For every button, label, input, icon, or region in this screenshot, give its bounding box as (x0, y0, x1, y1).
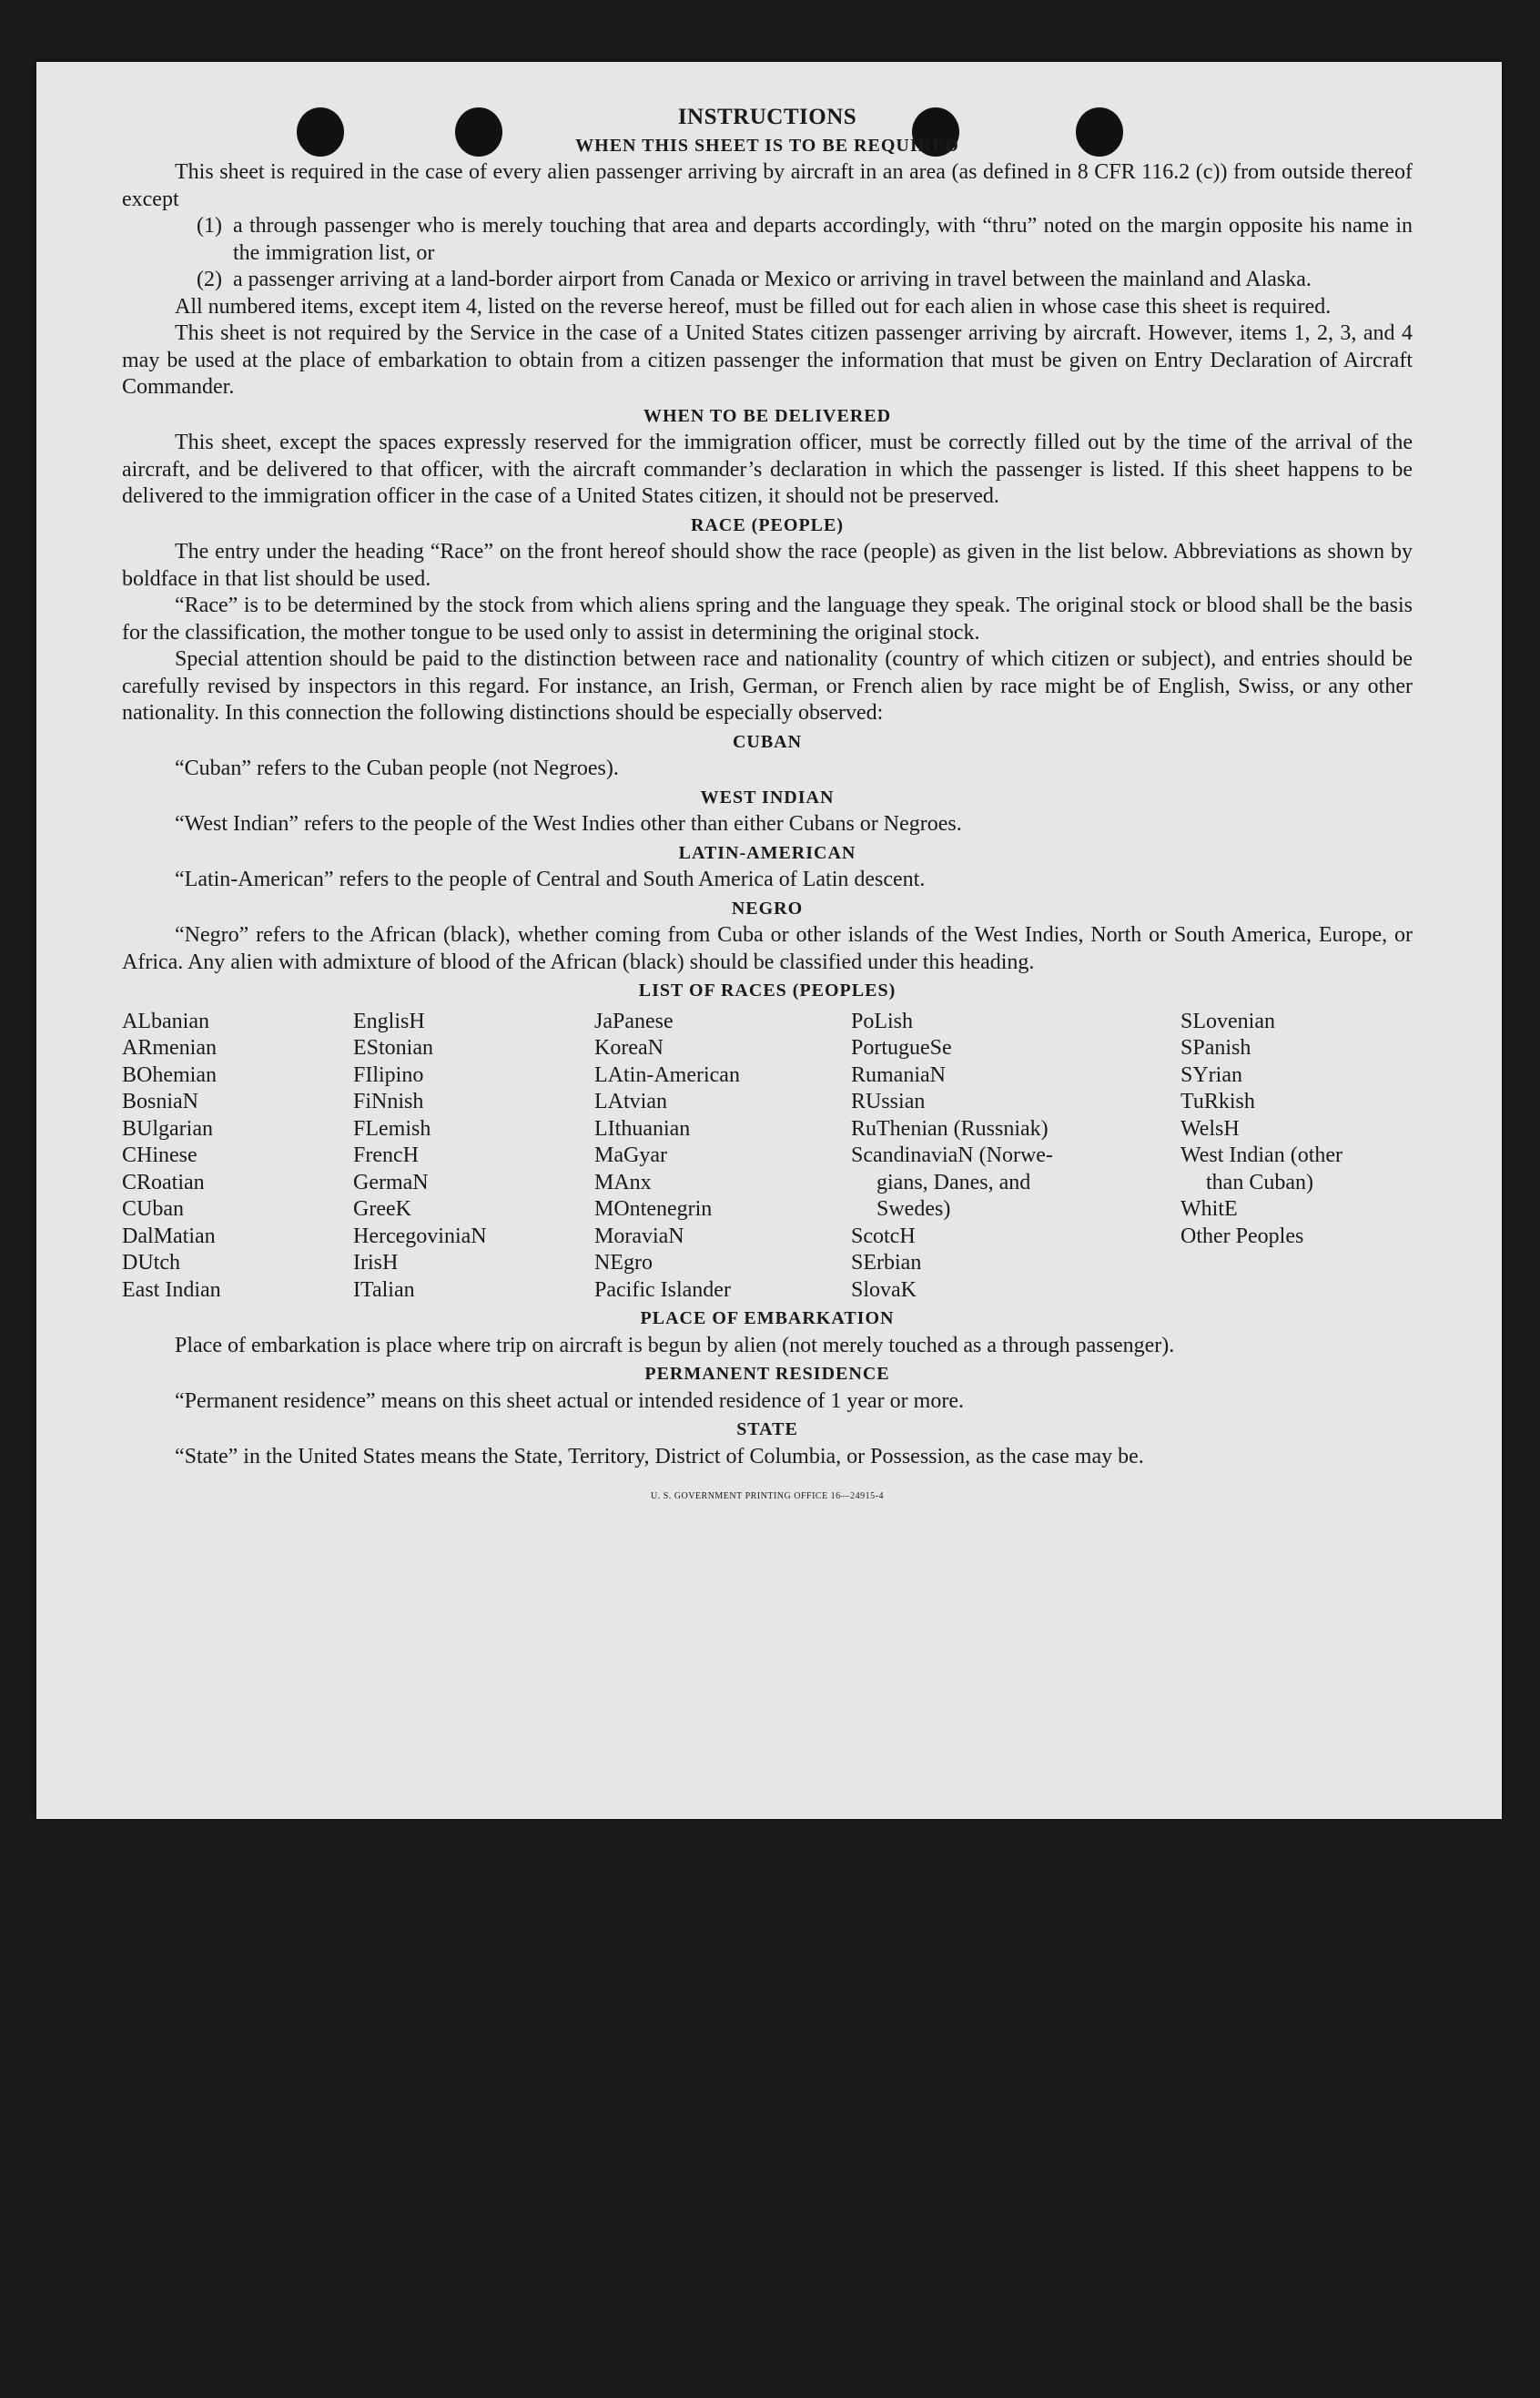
race-entry: FLemish (353, 1116, 431, 1141)
paragraph-embarkation: Place of embarkation is place where trip on aircraft is begun by alien (not merely touched as a through passenger). (175, 1333, 1175, 1357)
race-entry: ARmenian (122, 1036, 217, 1060)
heading-place-of-embarkation: PLACE OF EMBARKATION (640, 1308, 895, 1328)
race-entry: EnglisH (353, 1009, 425, 1033)
race-entry: LAtvian (594, 1090, 667, 1113)
sheet-content (122, 104, 1413, 1510)
race-entry: ALbanian (122, 1009, 209, 1033)
paragraph-numbered-items: All numbered items, except item 4, listed on the reverse hereof, must be filled out for each alien in whose case this sheet is required. (175, 294, 1332, 319)
race-entry: Swedes) (876, 1197, 951, 1221)
race-entry: RuThenian (Russniak) (851, 1116, 1049, 1141)
item-number: (1) (197, 214, 222, 238)
race-entry: CHinese (122, 1143, 198, 1167)
race-column-2 (353, 1009, 594, 1305)
race-entry: WhitE (1180, 1197, 1238, 1221)
heading-permanent-residence: PERMANENT RESIDENCE (644, 1364, 890, 1384)
heading-cuban: CUBAN (732, 731, 803, 752)
race-entry: BOhemian (122, 1062, 217, 1087)
race-column-4 (851, 1009, 1180, 1305)
race-entry: EStonian (353, 1036, 433, 1060)
item-number: (2) (197, 268, 222, 291)
race-entry: HercegoviniaN (353, 1224, 487, 1248)
race-entry: gians, Danes, and (876, 1170, 1031, 1194)
race-column-5 (1180, 1009, 1413, 1305)
paragraph-race-2: “Race” is to be determined by the stock from which aliens spring and the language they speak. The original stock or blood shall be the basis for the classification, the mother tongue to be used only to assist in determining the original stock. (122, 594, 1413, 645)
race-entry: RumaniaN (851, 1062, 946, 1087)
race-entry: NEgro (594, 1251, 653, 1275)
paragraph-race-1: The entry under the heading “Race” on the front hereof should show the race (people) as given in the list below. Abbreviations as shown by boldface in that list should be used. (122, 540, 1413, 591)
race-entry: TuRkish (1180, 1090, 1255, 1113)
page-title: INSTRUCTIONS (677, 105, 857, 129)
item-text: a through passenger who is merely touching that area and departs accordingly, with “thru” noted on the margin opposite his name in the immigration list, or (233, 214, 1413, 265)
race-entry: MoraviaN (594, 1224, 684, 1248)
heading-list-of-races: LIST OF RACES (PEOPLES) (638, 981, 897, 1001)
printer-imprint: U. S. GOVERNMENT PRINTING OFFICE 16—24915-4 (650, 1491, 885, 1501)
race-entry: JaPanese (594, 1009, 674, 1033)
heading-latin-american: LATIN-AMERICAN (678, 842, 856, 863)
race-entry: MOntenegrin (594, 1197, 713, 1221)
race-column-1 (122, 1009, 353, 1305)
item-text: a passenger arriving at a land-border airport from Canada or Mexico or arriving in travel between the mainland and Alaska. (233, 268, 1312, 291)
heading-when-delivered: WHEN TO BE DELIVERED (643, 405, 892, 426)
race-entry: Pacific Islander (594, 1277, 731, 1302)
race-entry: LAtin-American (594, 1062, 740, 1087)
race-entry: MaGyar (594, 1143, 667, 1167)
race-entry: Other Peoples (1180, 1224, 1304, 1248)
exception-item (122, 213, 1413, 267)
heading-race: RACE (PEOPLE) (691, 514, 844, 535)
paragraph-delivered: This sheet, except the spaces expressly reserved for the immigration officer, must be correctly filled out by the time of the arrival of the aircraft, and be delivered to that officer, with the aircraft commander’s declaration in which the passenger is listed. If this sheet happens to be delivered to the immigration officer in the case of a United States citizen, it should not be preserved. (122, 431, 1413, 508)
race-entry: FIlipino (353, 1062, 424, 1087)
race-list (122, 1009, 1413, 1305)
race-entry: SYrian (1180, 1062, 1242, 1087)
heading-state: STATE (736, 1419, 798, 1439)
race-entry: SLovenian (1180, 1009, 1275, 1033)
paragraph-latin-american: “Latin-American” refers to the people of Central and South America of Latin descent. (175, 868, 926, 891)
race-entry: KoreaN (594, 1036, 664, 1060)
race-entry: PoLish (851, 1009, 914, 1033)
paragraph-cuban: “Cuban” refers to the Cuban people (not Negroes). (175, 757, 619, 780)
race-entry: LIthuanian (594, 1116, 691, 1141)
instruction-sheet (36, 62, 1502, 1819)
race-entry: ScotcH (851, 1224, 916, 1248)
race-entry: CRoatian (122, 1170, 205, 1194)
race-column-3 (594, 1009, 851, 1305)
race-entry: PortugueSe (851, 1036, 952, 1060)
paragraph-negro: “Negro” refers to the African (black), whether coming from Cuba or other islands of the West Indies, North or South America, Europe, or Africa. Any alien with admixture of blood of the African (black) should be classified under this heading. (122, 923, 1413, 974)
race-entry: ITalian (353, 1277, 415, 1302)
paragraph-required: This sheet is required in the case of every alien passenger arriving by aircraft in an area (as defined in 8 CFR 116.2 (c)) from outside thereof except (122, 160, 1413, 211)
race-entry: West Indian (other (1180, 1143, 1343, 1167)
race-entry: CUban (122, 1197, 184, 1221)
race-entry: SPanish (1180, 1036, 1251, 1060)
race-entry: than Cuban) (1206, 1170, 1313, 1194)
race-entry: FiNnish (353, 1090, 424, 1113)
heading-negro: NEGRO (731, 898, 804, 919)
exception-item (122, 267, 1413, 294)
race-entry: GreeK (353, 1197, 411, 1221)
race-entry: IrisH (353, 1251, 399, 1275)
race-entry: BUlgarian (122, 1116, 213, 1141)
race-entry: East Indian (122, 1277, 221, 1302)
race-entry: GermaN (353, 1170, 429, 1194)
heading-west-indian: WEST INDIAN (700, 787, 835, 808)
paragraph-residence: “Permanent residence” means on this sheet actual or intended residence of 1 year or more. (175, 1388, 964, 1413)
race-entry: MAnx (594, 1170, 652, 1194)
race-entry: DalMatian (122, 1224, 216, 1248)
race-entry: SlovaK (851, 1277, 917, 1302)
race-entry: DUtch (122, 1251, 180, 1275)
race-entry: FrencH (353, 1143, 419, 1167)
paragraph-west-indian: “West Indian” refers to the people of the West Indies other than either Cubans or Negroes. (175, 812, 962, 836)
race-entry: SErbian (851, 1251, 922, 1275)
paragraph-race-3: Special attention should be paid to the distinction between race and nationality (country of which citizen or subject), and entries should be carefully revised by inspectors in this regard. For instance, an Irish, German, or French alien by race might be of English, Swiss, or any other nationality. In this connection the following distinctions should be especially observed: (122, 647, 1413, 725)
race-entry: RUssian (851, 1090, 926, 1113)
race-entry: ScandinaviaN (Norwe- (851, 1143, 1053, 1167)
paragraph-citizen: This sheet is not required by the Service in the case of a United States citizen passenger arriving by aircraft. However, items 1, 2, 3, and 4 may be used at the place of embarkation to obtain from a citizen passenger the information that must be given on Entry Declaration of Aircraft Commander. (122, 321, 1413, 399)
race-entry: WelsH (1180, 1116, 1240, 1141)
race-entry: BosniaN (122, 1090, 198, 1113)
heading-when-required: WHEN THIS SHEET IS TO BE REQUIRED (575, 135, 959, 156)
paragraph-state: “State” in the United States means the State, Territory, District of Columbia, or Possession, as the case may be. (175, 1444, 1144, 1468)
